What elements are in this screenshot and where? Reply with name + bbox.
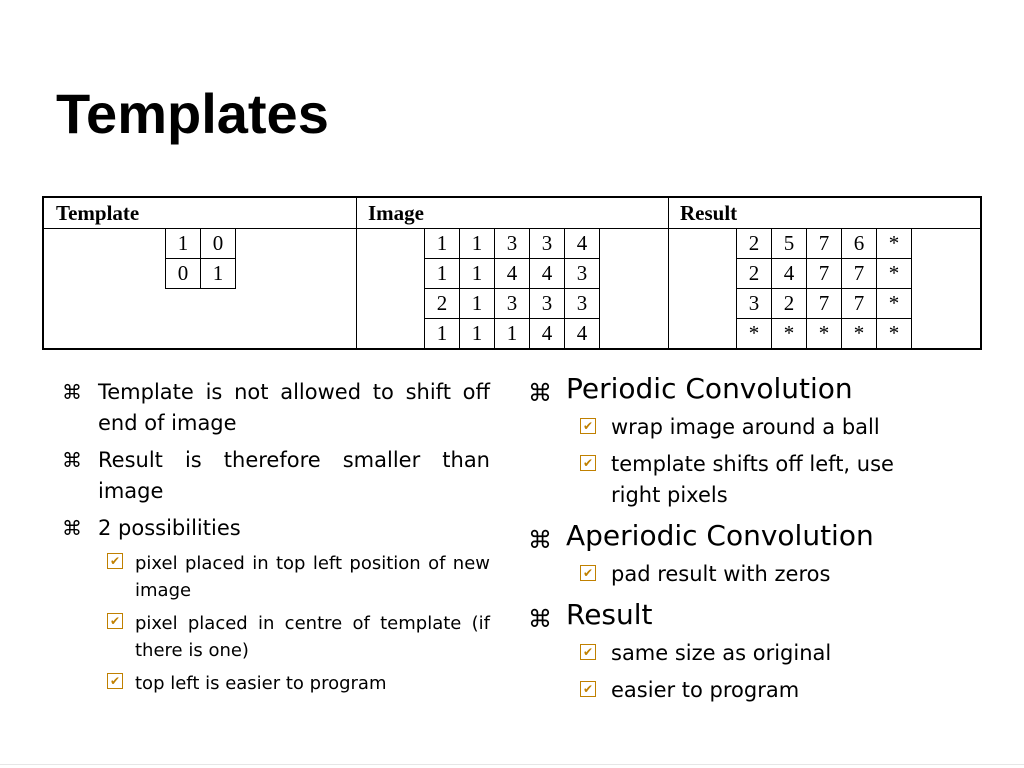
list-item [580,675,948,706]
result-cell: 4 [772,259,807,289]
check-box-bullet-icon [580,644,596,660]
check-box-bullet-icon [580,455,596,471]
image-cell: 3 [530,289,565,319]
bullet-text: pixel placed in top left position of new image [135,553,490,601]
table-header-row [44,198,980,229]
table-row [166,259,236,289]
result-cell: 2 [737,259,772,289]
table-row [425,319,600,349]
result-cell: 7 [807,259,842,289]
image-cell: 1 [460,259,495,289]
result-cell: 7 [842,259,877,289]
image-cell: 1 [425,229,460,259]
result-cell: 3 [737,289,772,319]
column-divider [356,198,357,348]
table-row [737,289,912,319]
table-row [425,229,600,259]
table-row [737,319,912,349]
list-item [107,610,490,664]
result-cell: 2 [737,229,772,259]
footer-divider [0,764,1024,765]
bullet-text: easier to program [611,678,800,702]
bullet-text: pixel placed in centre of template (if there is one) [135,613,490,661]
bullet-text: top left is easier to program [135,673,387,694]
header-image: Image [368,201,424,225]
template-cell: 0 [201,229,236,259]
list-item [528,370,948,408]
command-bullet-icon: ⌘ [528,605,552,633]
check-box-bullet-icon [107,613,123,629]
list-item [580,559,948,590]
result-cell: 2 [772,289,807,319]
result-cell: * [877,229,912,259]
template-cell: 0 [166,259,201,289]
image-cell: 1 [425,319,460,349]
slide-title: Templates [56,82,329,145]
template-matrix [165,228,236,289]
result-cell: * [877,259,912,289]
image-cell: 4 [530,319,565,349]
list-item [580,412,948,443]
check-box-bullet-icon [580,418,596,434]
check-box-bullet-icon [580,681,596,697]
bullet-text: Result [566,598,653,631]
result-cell: 7 [807,229,842,259]
template-cell: 1 [166,229,201,259]
result-cell: 6 [842,229,877,259]
column-divider [668,198,669,348]
image-cell: 3 [495,289,530,319]
template-cell: 1 [201,259,236,289]
image-cell: 3 [565,259,600,289]
result-cell: 5 [772,229,807,259]
result-matrix [736,228,912,349]
bullet-text: pad result with zeros [611,562,831,586]
check-box-bullet-icon [580,565,596,581]
image-cell: 2 [425,289,460,319]
result-cell: 7 [807,289,842,319]
image-cell: 4 [495,259,530,289]
left-bullet-list [62,377,490,703]
bullet-text: Result is therefore smaller than image [98,448,490,503]
command-bullet-icon: ⌘ [62,516,82,540]
image-cell: 1 [460,319,495,349]
list-item [62,513,490,544]
table-row [425,259,600,289]
list-item [107,550,490,604]
bullet-text: Aperiodic Convolution [566,519,874,552]
image-cell: 1 [460,289,495,319]
bullet-text: 2 possibilities [98,516,241,540]
image-cell: 3 [565,289,600,319]
image-cell: 1 [425,259,460,289]
list-item [528,596,948,634]
bullet-text: Periodic Convolution [566,372,853,405]
list-item [580,449,948,511]
image-cell: 1 [495,319,530,349]
command-bullet-icon: ⌘ [528,379,552,407]
list-item [528,517,948,555]
command-bullet-icon: ⌘ [528,526,552,554]
image-cell: 1 [460,229,495,259]
bullet-text: wrap image around a ball [611,415,880,439]
list-item [107,670,490,697]
bullet-text: same size as original [611,641,832,665]
header-result: Result [680,201,738,225]
header-template: Template [56,201,140,225]
convolution-table [42,196,982,350]
result-cell: * [877,289,912,319]
result-cell: * [877,319,912,349]
result-cell: * [772,319,807,349]
list-item [62,377,490,439]
table-row [425,289,600,319]
result-cell: * [737,319,772,349]
image-matrix [424,228,600,349]
image-cell: 3 [530,229,565,259]
bullet-text: template shifts off left, use right pixels [611,452,894,507]
right-bullet-list [528,370,948,712]
bullet-text: Template is not allowed to shift off end of image [98,380,490,435]
list-item [580,638,948,669]
check-box-bullet-icon [107,553,123,569]
result-cell: * [842,319,877,349]
result-cell: * [807,319,842,349]
image-cell: 4 [565,229,600,259]
result-cell: 7 [842,289,877,319]
command-bullet-icon: ⌘ [62,448,82,472]
table-row [737,259,912,289]
table-row [737,229,912,259]
table-row [166,229,236,259]
image-cell: 3 [495,229,530,259]
command-bullet-icon: ⌘ [62,380,82,404]
image-cell: 4 [530,259,565,289]
list-item [62,445,490,507]
image-cell: 4 [565,319,600,349]
check-box-bullet-icon [107,673,123,689]
